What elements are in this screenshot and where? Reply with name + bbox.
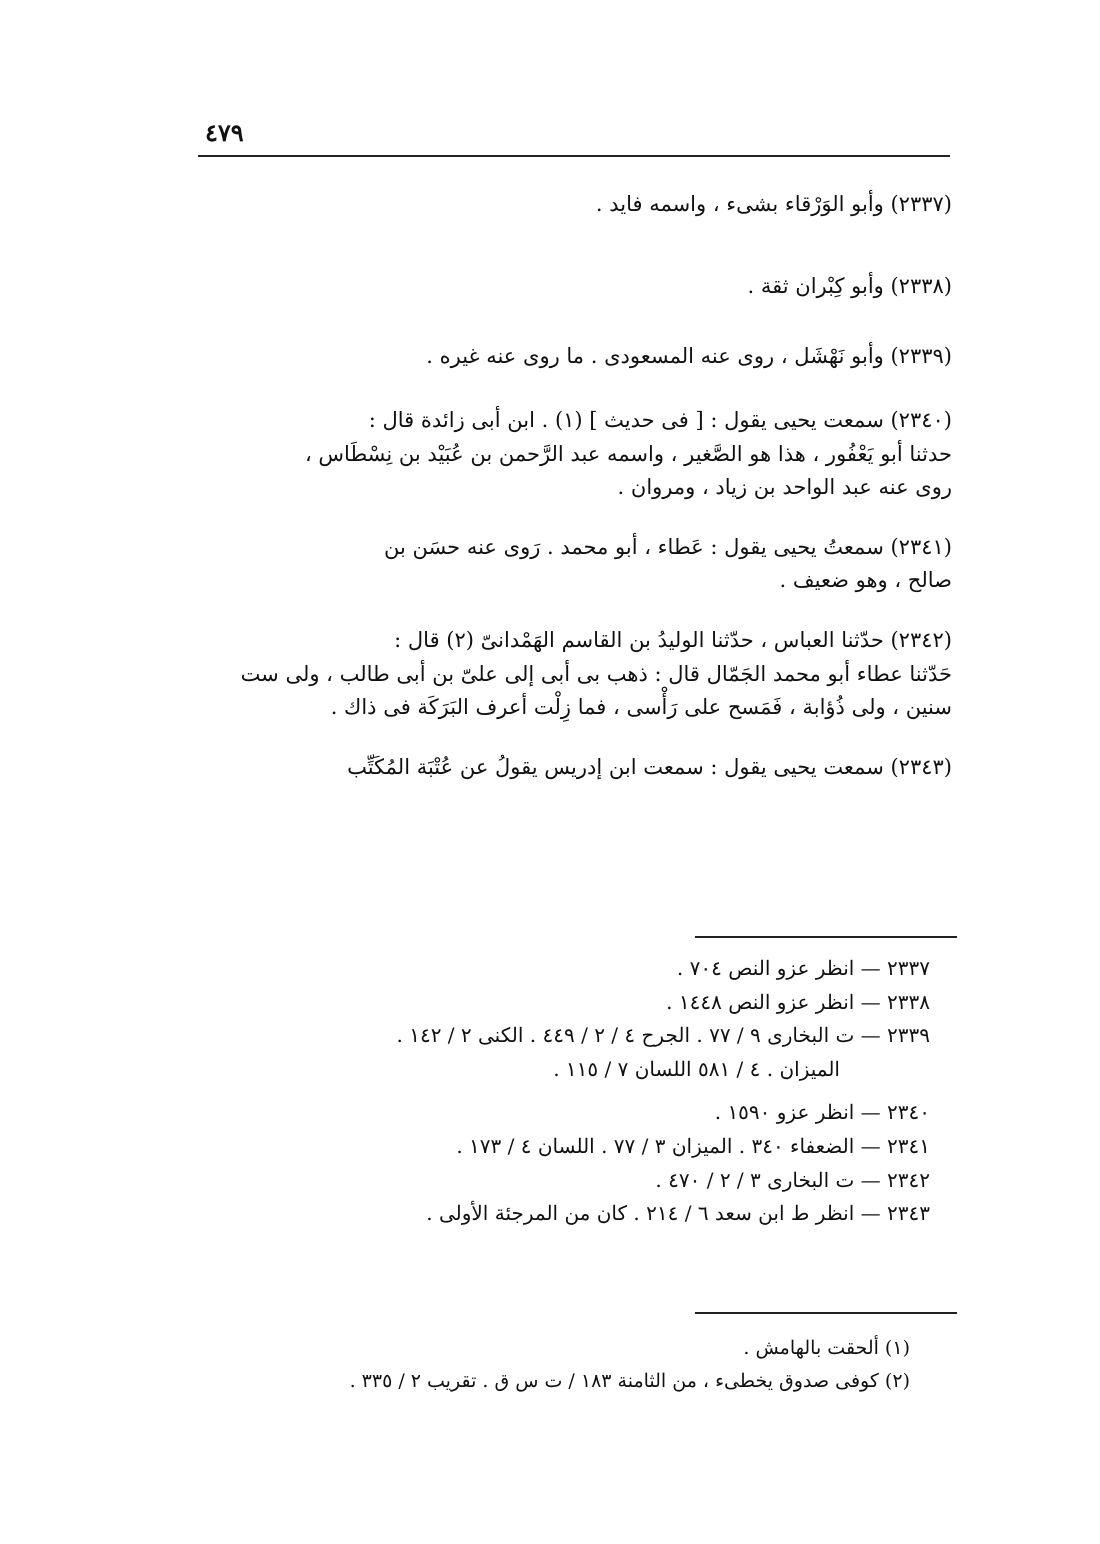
entry-line: حدثنا أبو يَعْفُور ، هذا هو الصَّغير ، واسمه عبد الرَّحمن بن عُبَيْد بن نِسْطَاس ، <box>304 441 952 466</box>
entry-2338 <box>220 270 952 340</box>
header-rule <box>198 155 950 157</box>
entry-2337 <box>220 178 952 270</box>
entry-line: (٢٣٣٩) وأبو نَهْشَل ، روى عنه المسعودى . ما روى عنه غيره . <box>426 344 952 368</box>
footnotes <box>210 1332 910 1399</box>
note-2339-continued: الميزان . ٤ / ٥٨١ اللسان ٧ / ١١٥ . <box>553 1056 840 1081</box>
entry-line: حَدّثنا عطاء أبو محمد الجَمّال قال : ذهب بى أبى إلى علىّ بن أبى طالب ، ولى ست <box>240 661 952 686</box>
footnotes-separator <box>695 1312 957 1314</box>
note-2342: ٢٣٤٢ — ت البخارى ٣ / ٢ / ٤٧٠ . <box>655 1167 930 1192</box>
sources-notes <box>210 952 930 1231</box>
entry-line: (٢٣٤٣) سمعت يحيى يقول : سمعت ابن إدريس يقولُ عن عُتْبَة المُكَتِّب <box>347 754 952 779</box>
note-2343: ٢٣٤٣ — انظر ط ابن سعد ٦ / ٢١٤ . كان من المرجئة الأولى . <box>426 1201 930 1226</box>
note-2339: ٢٣٣٩ — ت البخارى ٩ / ٧٧ . الجرح ٤ / ٢ / ٤٤٩ . الكنى ٢ / ١٤٢ . <box>396 1023 930 1048</box>
entry-line: روى عنه عبد الواحد بن زياد ، ومروان . <box>617 475 952 500</box>
note-2337: ٢٣٣٧ — انظر عزو النص ٧٠٤ . <box>676 956 930 980</box>
notes-separator <box>695 936 957 938</box>
note-2341: ٢٣٤١ — الضعفاء ٣٤٠ . الميزان ٣ / ٧٧ . اللسان ٤ / ١٧٣ . <box>456 1133 930 1158</box>
entry-line: (٢٣٤٠) سمعت يحيى يقول : [ فى حديث ] (١) . ابن أبى زائدة قال : <box>368 408 952 432</box>
footnote-2: (٢) كوفى صدوق يخطىء ، من الثامنة ١٨٣ / ت س ق . تقريب ٢ / ٣٣٥ . <box>349 1370 910 1393</box>
entry-2339 <box>220 340 952 398</box>
entry-2343 <box>220 751 952 785</box>
entry-line: (٢٣٣٧) وأبو الوَرْقاء بشىء ، واسمه فايد . <box>595 192 952 216</box>
footnote-1: (١) ألحقت بالهامش . <box>743 1337 910 1359</box>
entry-line: (٢٣٣٨) وأبو كِبْران ثقة . <box>747 274 952 298</box>
entry-2342 <box>220 624 952 725</box>
page-number: ٤٧٩ <box>205 118 244 147</box>
note-2340: ٢٣٤٠ — انظر عزو ١٥٩٠ . <box>714 1100 930 1125</box>
entry-line: سنين ، ولى ذُؤابة ، فَمَسح على رَأْسى ، فما زِلْت أعرف البَرَكَة فى ذاك . <box>330 695 952 720</box>
main-text <box>220 178 952 784</box>
entry-line: (٢٣٤٢) حدّثنا العباس ، حدّثنا الوليدُ بن القاسم الهَمْدانىّ (٢) قال : <box>394 627 952 652</box>
note-2338: ٢٣٣٨ — انظر عزو النص ١٤٤٨ . <box>666 989 930 1014</box>
entry-2341 <box>220 531 952 598</box>
entry-line: (٢٣٤١) سمعتُ يحيى يقول : عَطاء ، أبو محمد . رَوى عنه حسَن بن <box>383 534 952 559</box>
entry-2340 <box>220 404 952 505</box>
entry-line: صالح ، وهو ضعيف . <box>779 568 952 593</box>
